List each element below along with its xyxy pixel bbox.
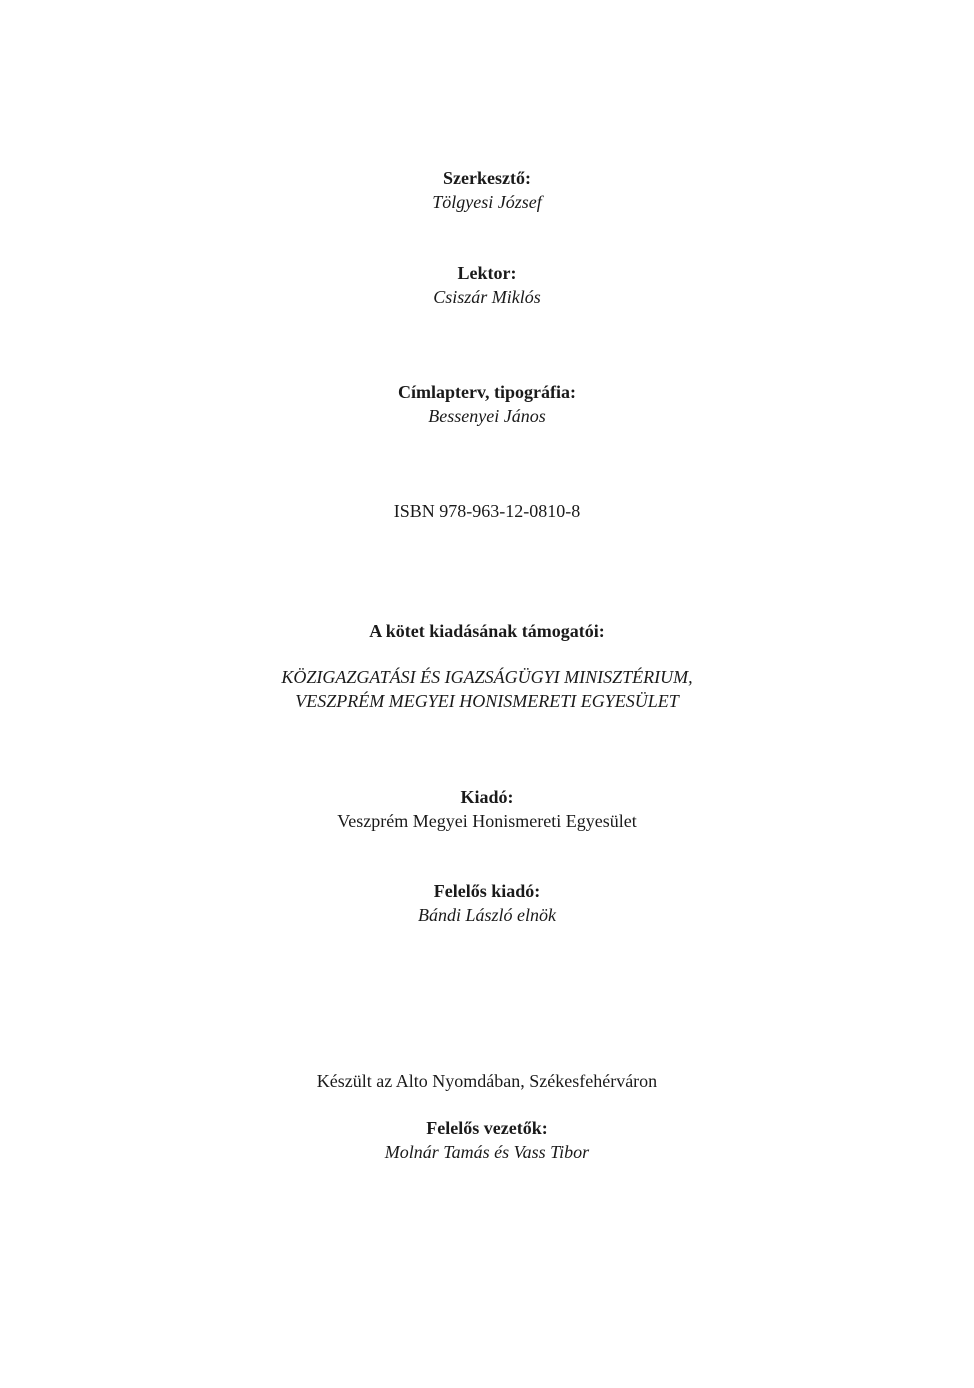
design-label: Címlapterv, tipográfia:	[398, 382, 576, 402]
editor-name: Tölgyesi József	[432, 192, 542, 212]
responsible-publisher-label: Felelős kiadó:	[433, 881, 541, 901]
responsible-publisher-name: Bándi László elnök	[418, 905, 556, 925]
responsible-managers-label: Felelős vezetők:	[426, 1118, 548, 1138]
editor-label: Szerkesztő:	[443, 168, 531, 188]
isbn: ISBN 978-963-12-0810-8	[393, 501, 581, 521]
design-name: Bessenyei János	[428, 406, 546, 426]
reviewer-label: Lektor:	[457, 263, 517, 283]
supporter-line-2: VESZPRÉM MEGYEI HONISMERETI EGYESÜLET	[295, 691, 679, 711]
supporters-label: A kötet kiadásának támogatói:	[369, 621, 605, 641]
publisher-label: Kiadó:	[460, 787, 514, 807]
printing-info: Készült az Alto Nyomdában, Székesfehérváron	[316, 1071, 658, 1091]
supporter-line-1: KÖZIGAZGATÁSI ÉS IGAZSÁGÜGYI MINISZTÉRIUM,	[281, 667, 693, 687]
reviewer-name: Csiszár Miklós	[433, 287, 541, 307]
publisher-name: Veszprém Megyei Honismereti Egyesület	[337, 811, 637, 831]
responsible-managers-name: Molnár Tamás és Vass Tibor	[384, 1142, 590, 1162]
